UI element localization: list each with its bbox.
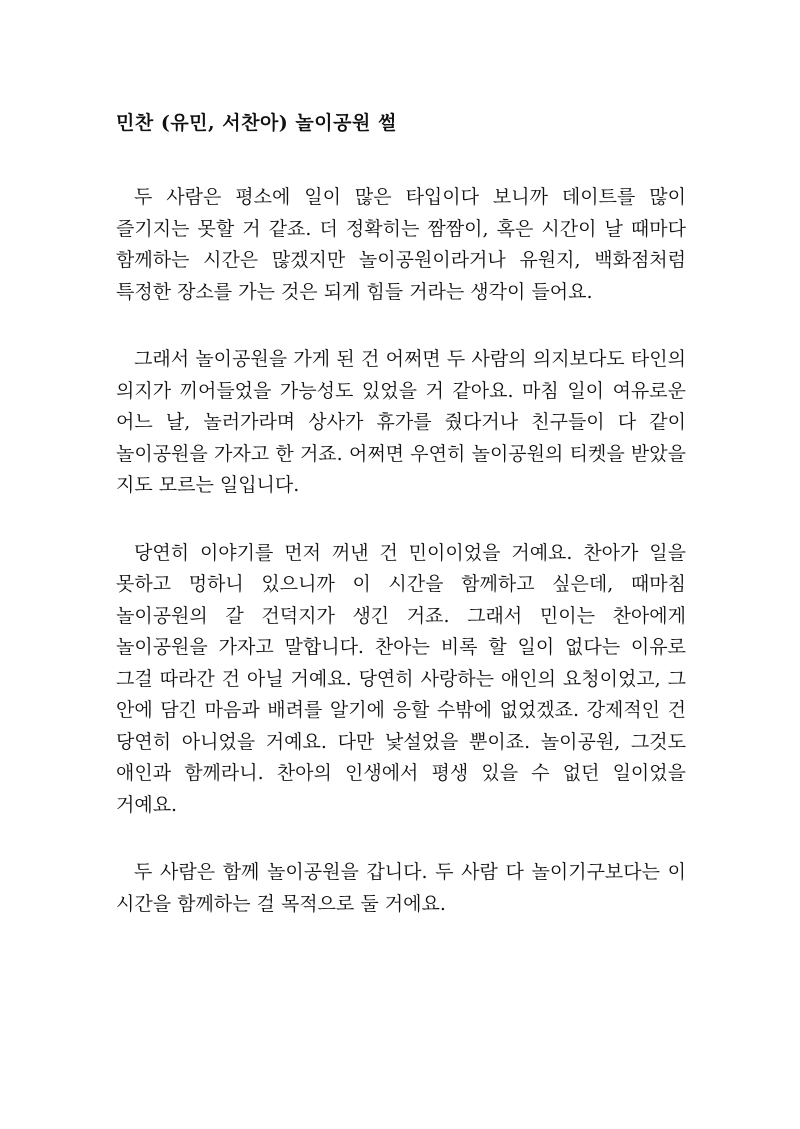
paragraph-2: 그래서 놀이공원을 가게 된 건 어쩌면 두 사람의 의지보다도 타인의 의지가 끼어들었을 가능성도 있었을 거 같아요. 마침 일이 여유로운 어느 날, 놀러가라며 상사가 휴가를 줬다거나 친구들이 다 같이 놀이공원을 가자고 한 거죠. 어쩌면 우연히 놀이공원의 티켓을 받았을 지도 모르는 일입니다. <box>116 348 686 496</box>
paragraph-3: 당연히 이야기를 먼저 꺼낸 건 민이이었을 거예요. 찬아가 일을 못하고 멍하니 있으니까 이 시간을 함께하고 싶은데, 때마침 놀이공원의 갈 건덕지가 생긴 거죠. 그래서 민이는 찬아에게 놀이공원을 가자고 말합니다. 찬아는 비록 할 일이 없다는 이유로 그걸 따라간 건 아닐 거예요. 당연히 사랑하는 애인의 요청이었고, 그 안에 담긴 마음과 배려를 알기에 응할 수밖에 없었겠죠. 강제적인 건 당연히 아니었을 거예요. 다만 낯설었을 뿐이죠. 놀이공원, 그것도 애인과 함께라니. 찬아의 인생에서 평생 있을 수 없던 일이었을 거예요. <box>116 541 686 816</box>
document-title: 민찬 (유민, 서찬아) 놀이공원 썰 <box>116 112 397 134</box>
paragraph-4: 두 사람은 함께 놀이공원을 갑니다. 두 사람 다 놀이기구보다는 이 시간을 함께하는 걸 목적으로 둘 거에요. <box>116 861 686 915</box>
paragraph-1: 두 사람은 평소에 일이 많은 타입이다 보니까 데이트를 많이 즐기지는 못할 거 같죠. 더 정확히는 짬짬이, 혹은 시간이 날 때마다 함께하는 시간은 많겠지만 놀이공원이라거나 유원지, 백화점처럼 특정한 장소를 가는 것은 되게 힘들 거라는 생각이 들어요. <box>116 186 686 303</box>
document-page <box>116 108 686 956</box>
